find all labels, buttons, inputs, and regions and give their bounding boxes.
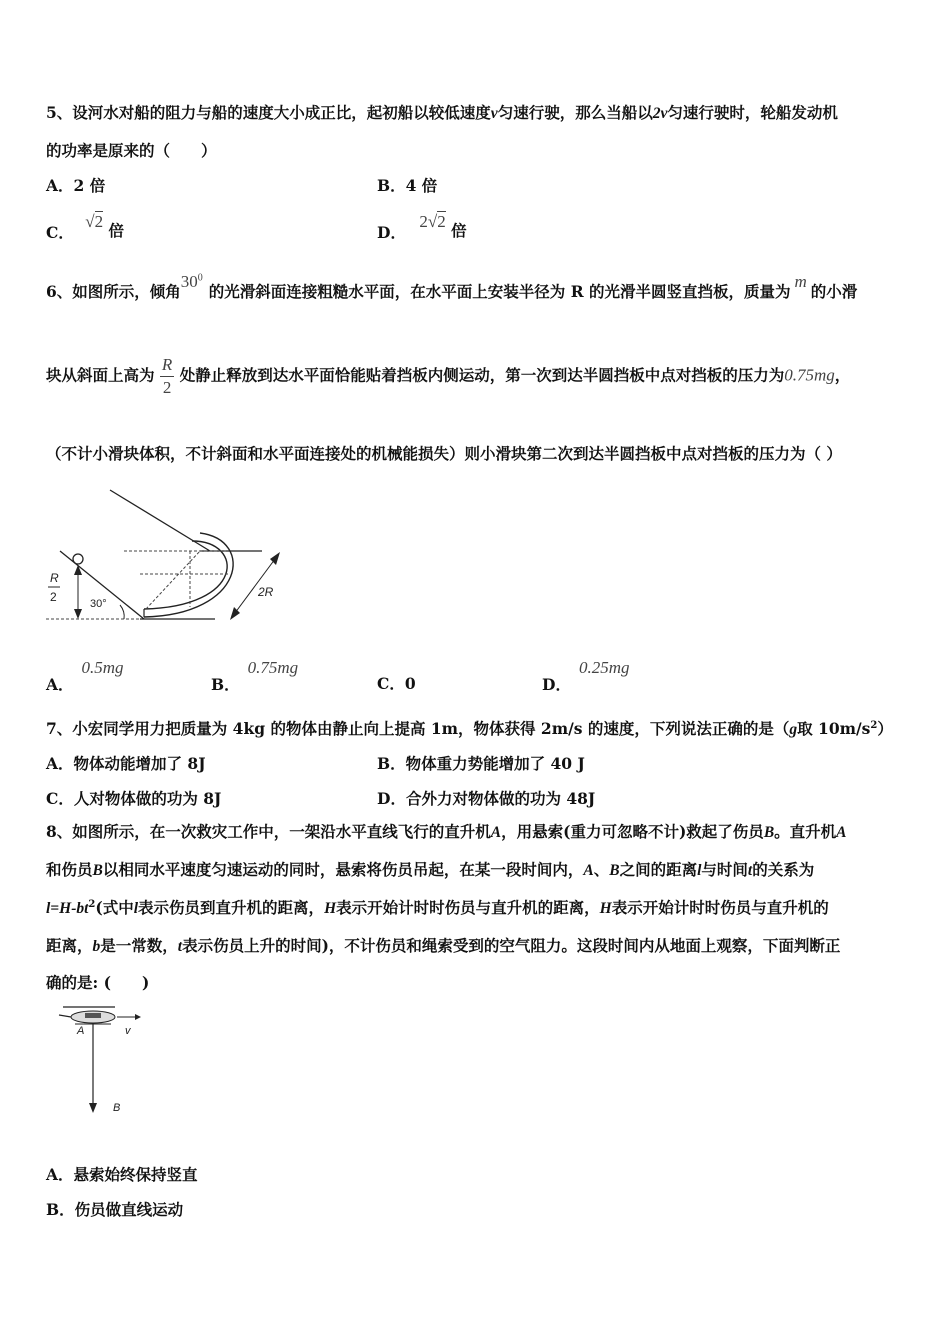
q5-option-b[interactable]: B．4 倍 <box>377 176 438 195</box>
q5-option-d[interactable]: D． 2√2 倍 <box>377 212 467 242</box>
q6-stem-line1: 6、如图所示，倾角$30^0$的光滑斜面连接粗糙水平面，在水平面上安装半径为 R 的光滑半圆竖直挡板，质量为m的小滑 <box>46 272 858 301</box>
helicopter-tail <box>59 1015 71 1017</box>
height-label-den: 2 <box>50 590 57 604</box>
q7-option-c[interactable]: C．人对物体做的功为 8J <box>46 789 222 808</box>
dashed-diagonal <box>146 551 200 609</box>
q5-option-c[interactable]: C． √2 倍 <box>46 212 125 242</box>
q6-stem-line3: （不计小滑块体积，不计斜面和水平面连接处的机械能损失）则小滑块第二次到达半圆挡板中点对挡板的压力为（ ） <box>46 444 842 463</box>
q6-height-fraction: $\frac{R}{2}$ <box>161 355 173 397</box>
q8-figure <box>55 1003 155 1118</box>
q8-option-b[interactable]: B．伤员做直线运动 <box>46 1200 184 1219</box>
arrow-down-icon <box>89 1103 97 1113</box>
q6-option-d[interactable]: D．0.25mg <box>542 658 630 694</box>
upper-line <box>110 490 210 551</box>
q7-option-d[interactable]: D．合外力对物体做的功为 48J <box>377 789 596 808</box>
slider-block <box>73 554 83 564</box>
label-v: v <box>125 1025 131 1037</box>
q5-stem-line1: 5、设河水对船的阻力与船的速度大小成正比，起初船以较低速度v匀速行驶，那么当船以2v匀速行驶时，轮船发动机 <box>46 103 838 122</box>
q5-stem-line2: 的功率是原来的（ ） <box>46 141 217 160</box>
q6-option-c[interactable]: C．0 <box>377 674 416 693</box>
q6-option-b[interactable]: B．0.75mg <box>211 658 299 694</box>
q8-stem-line1: 8、如图所示，在一次救灾工作中，一架沿水平直线飞行的直升机A，用悬索(重力可忽略不计)救起了伤员B。直升机A <box>46 822 847 841</box>
helicopter-window <box>85 1013 101 1018</box>
barrier-inner <box>144 533 233 617</box>
q6-stem-line2: 块从斜面上高为 $\frac{R}{2}$ 处静止释放到达水平面恰能贴着挡板内侧运动，第一次到达半圆挡板中点对挡板的压力为0.75mg， <box>46 355 851 397</box>
arrow-up-icon <box>74 565 82 575</box>
angle-label: 30° <box>90 598 107 610</box>
angle-arc <box>120 605 124 619</box>
arrow-right-icon <box>135 1014 141 1020</box>
diameter-label: 2R <box>258 585 274 599</box>
q6-angle: $30^0$ <box>180 272 203 291</box>
q7-option-a[interactable]: A．物体动能增加了 8J <box>46 754 206 773</box>
q5-option-a[interactable]: A．2 倍 <box>46 176 106 195</box>
q8-option-a[interactable]: A．悬索始终保持竖直 <box>46 1165 198 1184</box>
q7-stem: 7、小宏同学用力把质量为 4kg 的物体由静止向上提高 1m，物体获得 2m/s 的速度，下列说法正确的是（g取 $10m/s^2$） <box>46 719 893 738</box>
label-a: A <box>77 1025 85 1037</box>
q8-stem-line2: 和伤员B以相同水平速度匀速运动的同时，悬索将伤员吊起，在某一段时间内，A、B之间的距离l与时间t的关系为 <box>46 860 815 879</box>
q6-option-a[interactable]: A．0.5mg <box>46 658 124 694</box>
q6-figure <box>40 485 300 630</box>
arrow-down-icon <box>74 609 82 619</box>
label-b: B <box>113 1102 121 1114</box>
q8-stem-line5: 确的是: ( ) <box>46 973 150 992</box>
height-label-num: R <box>50 571 59 585</box>
q8-stem-line3: $l=H-bt^2$(式中l表示伤员到直升机的距离，H表示开始计时时伤员与直升机的距离，H表示开始计时时伤员与直升机的 <box>46 898 829 917</box>
q7-option-b[interactable]: B．物体重力势能增加了 40 J <box>377 754 585 773</box>
q8-stem-line4: 距离，b是一常数，t表示伤员上升的时间)，不计伤员和绳索受到的空气阻力。这段时间内从地面上观察，下面判断正 <box>46 936 841 955</box>
